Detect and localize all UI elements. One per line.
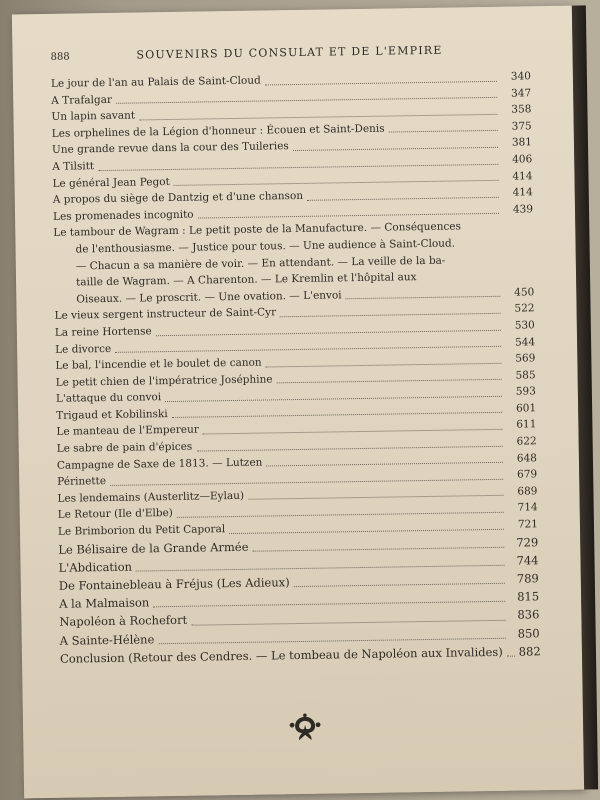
- toc-entry-title: Le bal, l'incendie et le boulet de canon: [55, 356, 262, 372]
- toc-entry-page: 375: [511, 120, 532, 133]
- toc-entry-page: 744: [516, 553, 539, 568]
- toc-entry-title: Les promenades incognito: [52, 208, 194, 223]
- table-of-contents: [51, 68, 540, 668]
- toc-entry-title: Les orphelines de la Légion d'honneur : Écouen et Saint-Denis: [51, 122, 385, 140]
- toc-entry-title: A la Malmaison: [59, 595, 150, 612]
- toc-entry-line: — Chacun a sa manière de voir. — En attendant. — La veille de la ba-: [75, 254, 446, 273]
- toc-entry-page: 815: [517, 589, 540, 604]
- running-title: SOUVENIRS DU CONSULAT ET DE L'EMPIRE: [136, 43, 443, 62]
- toc-entry-title: Le Retour (Ile d'Elbe): [57, 507, 173, 522]
- dot-leader: [266, 462, 503, 467]
- dot-leader: [248, 495, 503, 500]
- toc-entry-line: de l'enthousiasme. — Justice pour tous. — Une audience à Saint-Cloud.: [75, 237, 456, 256]
- toc-entry-title: Trigaud et Kobilinski: [56, 407, 168, 422]
- dot-leader: [265, 80, 497, 85]
- toc-entry-title: Oiseaux. — Le proscrit. — Une ovation. — L'envoi: [76, 289, 342, 306]
- toc-entry-title: Une grande revue dans la cour des Tuileries: [51, 140, 289, 157]
- toc-entry-title: A propos du siège de Dantzig et d'une chanson: [52, 190, 304, 206]
- toc-entry-title: Le Bélisaire de la Grande Armée: [58, 539, 249, 557]
- toc-entry-title: Le Brimborion du Petit Caporal: [57, 523, 226, 538]
- page-header: [50, 42, 528, 63]
- toc-entry-title: L'Abdication: [58, 559, 133, 575]
- toc-entry-title: Le vieux sergent instructeur de Saint-Cyr: [54, 306, 277, 323]
- toc-entry-page: 593: [515, 385, 536, 398]
- toc-entry-page: 789: [516, 571, 539, 586]
- toc-entry-page: 601: [515, 402, 537, 415]
- toc-entry-page: 648: [516, 451, 538, 465]
- dot-leader: [389, 130, 498, 133]
- toc-entry-title: Le divorce: [55, 342, 112, 356]
- toc-entry-title: Périnette: [57, 475, 107, 489]
- toc-entry-title: A Trafalgar: [51, 93, 113, 107]
- dot-leader: [507, 656, 515, 657]
- toc-entry-page: 585: [515, 368, 536, 382]
- toc-entry-title: Le jour de l'an au Palais de Saint-Cloud: [50, 74, 261, 90]
- dot-leader: [293, 147, 498, 151]
- dot-leader: [294, 583, 505, 587]
- toc-entry-page: 414: [512, 186, 533, 199]
- toc-entry-page: 729: [516, 534, 539, 550]
- dot-leader: [277, 379, 502, 384]
- toc-entry-page: 522: [514, 302, 535, 315]
- toc-entry-page: 439: [512, 203, 534, 216]
- dot-leader: [266, 362, 502, 367]
- toc-entry-page: 347: [511, 86, 532, 100]
- toc-entry-page: 340: [510, 70, 532, 83]
- toc-entry-title: Campagne de Saxe de 1813. — Lutzen: [56, 456, 263, 472]
- toc-entry-title: L'attaque du convoi: [55, 391, 162, 406]
- toc-entry-title: Napoléon à Rochefort: [59, 613, 188, 630]
- toc-entry-page: 358: [511, 103, 532, 116]
- toc-entry-page: 714: [517, 501, 538, 514]
- page-number: 888: [50, 51, 70, 63]
- toc-entry-page: 836: [517, 607, 540, 623]
- toc-entry-page: 406: [512, 153, 533, 166]
- toc-entry-line: taille de Wagram. — A Charenton. — Le Kremlin et l'hôpital aux: [76, 271, 417, 289]
- toc-entry-page: 450: [514, 285, 535, 299]
- toc-entry-title: Le manteau de l'Empereur: [56, 424, 199, 439]
- fleuron-ornament-icon: [285, 713, 325, 744]
- toc-entry-title: Les lendemains (Austerlitz—Eylau): [57, 489, 245, 505]
- toc-entry-page: 414: [512, 169, 533, 183]
- toc-entry-title: La reine Hortense: [54, 325, 152, 339]
- toc-entry-page: 622: [516, 435, 537, 448]
- toc-entry-multiline: [53, 218, 534, 308]
- toc-entry-line: Le tambour de Wagram : Le petit poste de la Manufacture. — Conséquences: [53, 220, 462, 240]
- toc-entry-page: 530: [514, 319, 535, 332]
- book-page: [12, 6, 584, 799]
- toc-entry-page: 850: [517, 625, 540, 641]
- toc-entry-title: Le général Jean Pegot: [52, 175, 170, 190]
- toc-entry-title: Le petit chien de l'impératrice Joséphine: [55, 373, 273, 389]
- dot-leader: [280, 313, 501, 317]
- dot-leader: [253, 547, 505, 552]
- dot-leader: [229, 528, 504, 533]
- toc-entry-page: 882: [518, 644, 541, 659]
- toc-entry-title: A Sainte-Hélène: [59, 631, 155, 648]
- toc-entry-page: 611: [516, 418, 537, 432]
- dot-leader: [307, 197, 499, 201]
- toc-entry-title: De Fontainebleau à Fréjus (Les Adieux): [58, 575, 290, 593]
- toc-entry-page: 381: [511, 136, 533, 149]
- dot-leader: [346, 296, 501, 299]
- toc-entry-page: 569: [515, 352, 536, 365]
- toc-entry-page: 679: [517, 468, 538, 481]
- toc-entry-title: Conclusion (Retour des Cendres. — Le tombeau de Napoléon aux Invalides): [59, 644, 503, 666]
- toc-entry-page: 689: [517, 485, 538, 498]
- toc-entry-page: 544: [514, 335, 536, 349]
- toc-entry-title: Le sabre de pain d'épices: [56, 440, 193, 455]
- toc-entry-title: A Tilsitt: [52, 160, 95, 173]
- toc-entry-title: Un lapin savant: [51, 109, 136, 124]
- toc-entry-page: 721: [517, 518, 539, 531]
